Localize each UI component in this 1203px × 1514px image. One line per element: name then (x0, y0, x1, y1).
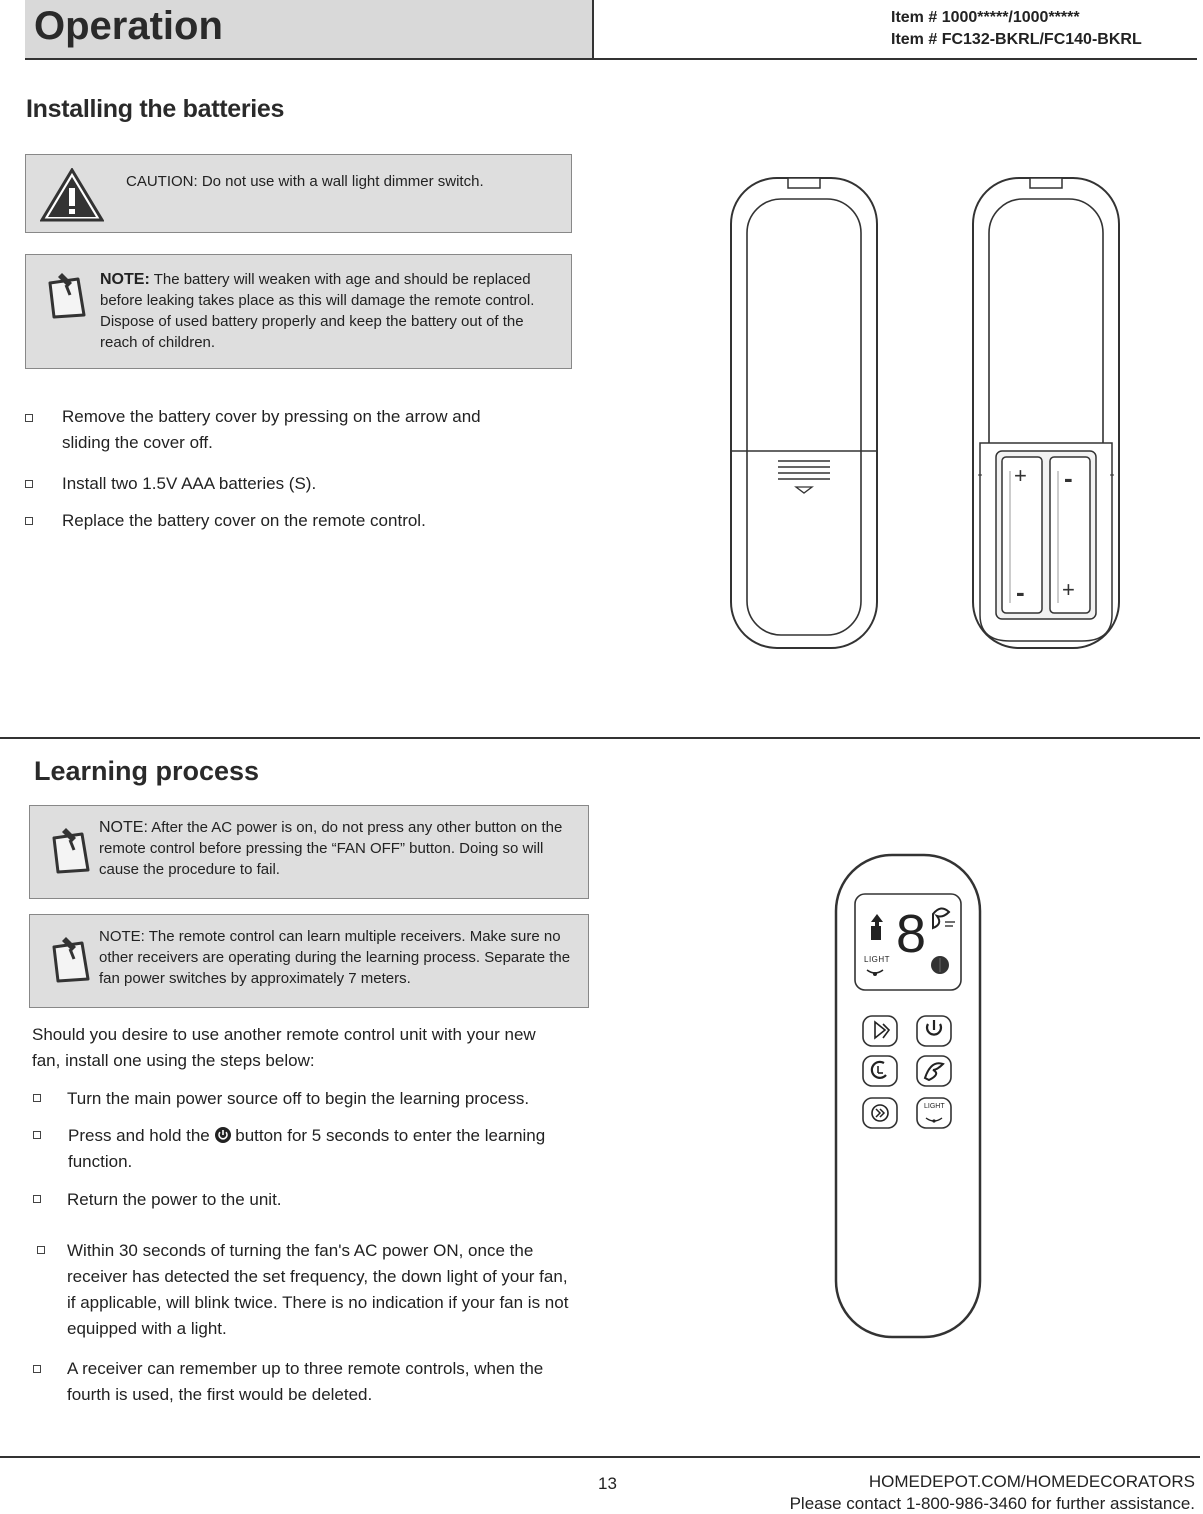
note-pin-icon (42, 269, 92, 321)
note-pin-icon (46, 933, 96, 985)
item-number-1: Item # 1000*****/1000***** (891, 9, 1080, 26)
header-divider (592, 0, 594, 60)
remote-display-digit: 8 (896, 904, 927, 964)
timer-button[interactable] (863, 1056, 897, 1086)
learning-note-box-1 (29, 805, 589, 899)
learning-note-box-2 (29, 914, 589, 1008)
learning-step-3: Return the power to the unit. (67, 1190, 282, 1209)
bullet-box (33, 1094, 41, 1102)
learning-step-2-end: button for 5 seconds to enter the learning function. (68, 1126, 546, 1171)
fan-speed-button[interactable] (863, 1016, 897, 1046)
footer-website: HOMEDEPOT.COM/HOMEDECORATORS (868, 1472, 1195, 1491)
battery-note-box (25, 254, 572, 369)
learning-heading: Learning process (34, 756, 260, 786)
battery-step-3: Replace the battery cover on the remote control. (62, 511, 426, 530)
bullet-box (33, 1131, 41, 1139)
caution-box (25, 154, 572, 233)
bullet-box (33, 1195, 41, 1203)
learning-step-2 (68, 1123, 588, 1175)
battery-step-1: Remove the battery cover by pressing on the arrow and sliding the cover off. (62, 407, 481, 452)
battery-1-plus: + (1014, 463, 1027, 488)
bullet-box (33, 1365, 41, 1373)
remote-back-covered-illustration (728, 175, 880, 651)
battery-step-2: Install two 1.5V AAA batteries (S). (62, 474, 317, 493)
learning-note-1-text: After the AC power is on, do not press any other button on the remote control before pressing the “FAN OFF” button. Doing so will cause the procedure to fail. (99, 819, 563, 878)
note-label: NOTE: (100, 271, 150, 288)
learning-step-5: A receiver can remember up to three remote controls, when the fourth is used, the first would be deleted. (67, 1359, 544, 1404)
battery-1-minus: - (1016, 577, 1025, 607)
learning-step-1: Turn the main power source off to begin the learning process. (67, 1089, 530, 1108)
footer-contact: Please contact 1-800-986-3460 for further assistance. (789, 1494, 1195, 1513)
caution-text: CAUTION: Do not use with a wall light dimmer switch. (126, 173, 484, 190)
remote-display-light-label: LIGHT (864, 955, 891, 964)
page-title: Operation (34, 4, 223, 48)
learning-intro: Should you desire to use another remote control unit with your new fan, install one using the steps below: (32, 1025, 536, 1070)
section-divider (0, 737, 1200, 739)
bullet-box (25, 517, 33, 525)
page-number: 13 (598, 1474, 617, 1493)
reverse-button[interactable] (863, 1098, 897, 1128)
power-button[interactable] (917, 1016, 951, 1046)
bullet-box (25, 414, 33, 422)
batteries-heading: Installing the batteries (26, 95, 285, 123)
breeze-button[interactable] (917, 1056, 951, 1086)
bullet-box (37, 1246, 45, 1254)
remote-back-open-illustration (970, 175, 1122, 651)
learning-step-2-start: Press and hold the (68, 1126, 210, 1145)
light-button-label: LIGHT (924, 1103, 945, 1110)
battery-2-plus: + (1062, 577, 1075, 602)
battery-note-text: The battery will weaken with age and should be replaced before leaking takes place as this will damage the remote control. Dispose of used battery properly and keep the battery out of the reach of children. (100, 271, 535, 351)
learning-note-1-label: NOTE: (99, 819, 148, 836)
battery-2-minus: - (1064, 463, 1073, 493)
note-pin-icon (46, 824, 96, 876)
power-icon (215, 1127, 231, 1143)
header-rule (594, 58, 1197, 60)
item-number-2: Item # FC132-BKRL/FC140-BKRL (891, 31, 1142, 48)
warning-icon (40, 168, 104, 222)
learning-step-4: Within 30 seconds of turning the fan's AC power ON, once the receiver has detected the set frequency, the down light of your fan, if applicable, will blink twice. There is no indication if your fan is not equipped with a light. (67, 1241, 569, 1338)
bullet-box (25, 480, 33, 488)
footer-rule (0, 1456, 1200, 1458)
learning-note-2-text: NOTE: The remote control can learn multiple receivers. Make sure no other receivers are operating during the learning process. Separate the fan power switches by approximately 7 meters. (99, 928, 571, 987)
